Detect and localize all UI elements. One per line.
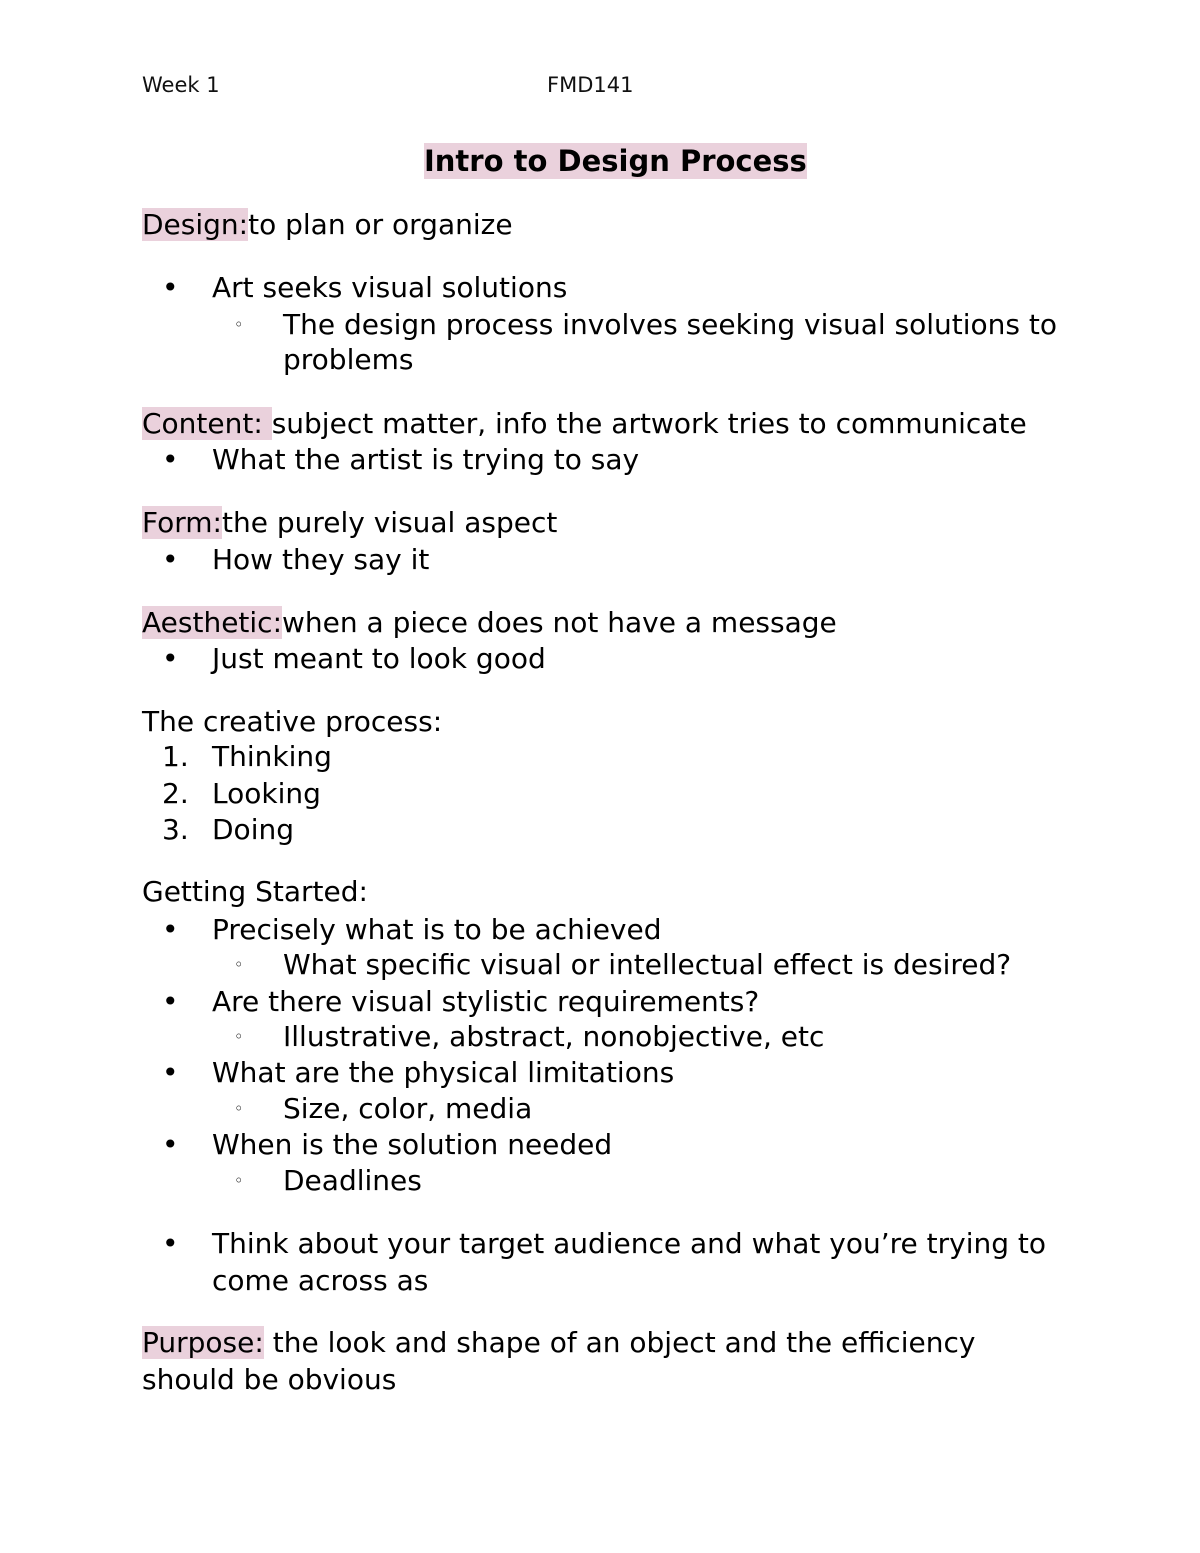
design-def: to plan or organize <box>248 208 513 241</box>
gs-bullet-4: When is the solution needed <box>212 1128 613 1161</box>
sub-bullet-icon: ◦ <box>234 315 244 334</box>
gs-bullet-2: Are there visual stylistic requirements? <box>212 985 760 1018</box>
form-definition <box>142 505 557 541</box>
form-term: Form: <box>142 506 222 539</box>
bullet-icon: • <box>162 543 179 576</box>
bullet-icon: • <box>162 443 179 476</box>
design-bullet-1: Art seeks visual solutions <box>212 271 568 304</box>
bullet-icon: • <box>162 1227 179 1260</box>
gs-sub-1: What specific visual or intellectual effect is desired? <box>283 948 1012 981</box>
gs-bullet-1: Precisely what is to be achieved <box>212 913 662 946</box>
content-definition <box>142 406 1027 442</box>
aesthetic-bullet-1: Just meant to look good <box>212 642 546 675</box>
gs-bullet-5-line2: come across as <box>212 1264 429 1297</box>
header-course: FMD141 <box>547 73 634 97</box>
sub-bullet-icon: ◦ <box>234 1099 244 1118</box>
list-item: Thinking <box>212 740 332 773</box>
list-number: 3. <box>162 813 189 846</box>
design-term: Design: <box>142 208 249 241</box>
creative-heading: The creative process: <box>142 705 443 738</box>
purpose-term: Purpose: <box>142 1326 264 1359</box>
gs-sub-4: Deadlines <box>283 1164 422 1197</box>
design-sub-1-line2: problems <box>283 343 414 376</box>
list-number: 1. <box>162 740 189 773</box>
sub-bullet-icon: ◦ <box>234 955 244 974</box>
content-def: subject matter, info the artwork tries to communicate <box>271 407 1027 440</box>
list-item: Looking <box>212 777 321 810</box>
page-title: Intro to Design Process <box>424 144 807 178</box>
list-item: Doing <box>212 813 294 846</box>
gs-sub-3: Size, color, media <box>283 1092 533 1125</box>
bullet-icon: • <box>162 642 179 675</box>
bullet-icon: • <box>162 913 179 946</box>
purpose-def-line2: should be obvious <box>142 1363 397 1396</box>
aesthetic-term: Aesthetic: <box>142 606 283 639</box>
sub-bullet-icon: ◦ <box>234 1027 244 1046</box>
aesthetic-definition <box>142 605 837 641</box>
bullet-icon: • <box>162 271 179 304</box>
content-term: Content: <box>142 407 272 440</box>
form-bullet-1: How they say it <box>212 543 430 576</box>
content-bullet-1: What the artist is trying to say <box>212 443 640 476</box>
list-number: 2. <box>162 777 189 810</box>
gs-bullet-3: What are the physical limitations <box>212 1056 675 1089</box>
purpose-def: the look and shape of an object and the efficiency <box>263 1326 976 1359</box>
gs-sub-2: Illustrative, abstract, nonobjective, etc <box>283 1020 825 1053</box>
aesthetic-def: when a piece does not have a message <box>282 606 837 639</box>
gs-bullet-5-line1: Think about your target audience and what you’re trying to <box>212 1227 1047 1260</box>
design-definition <box>142 207 513 243</box>
bullet-icon: • <box>162 985 179 1018</box>
getting-started-heading: Getting Started: <box>142 875 368 908</box>
header-week: Week 1 <box>142 73 220 97</box>
design-sub-1-line1: The design process involves seeking visual solutions to <box>283 308 1058 341</box>
purpose-definition <box>142 1325 975 1361</box>
form-def: the purely visual aspect <box>221 506 558 539</box>
bullet-icon: • <box>162 1056 179 1089</box>
sub-bullet-icon: ◦ <box>234 1171 244 1190</box>
bullet-icon: • <box>162 1128 179 1161</box>
